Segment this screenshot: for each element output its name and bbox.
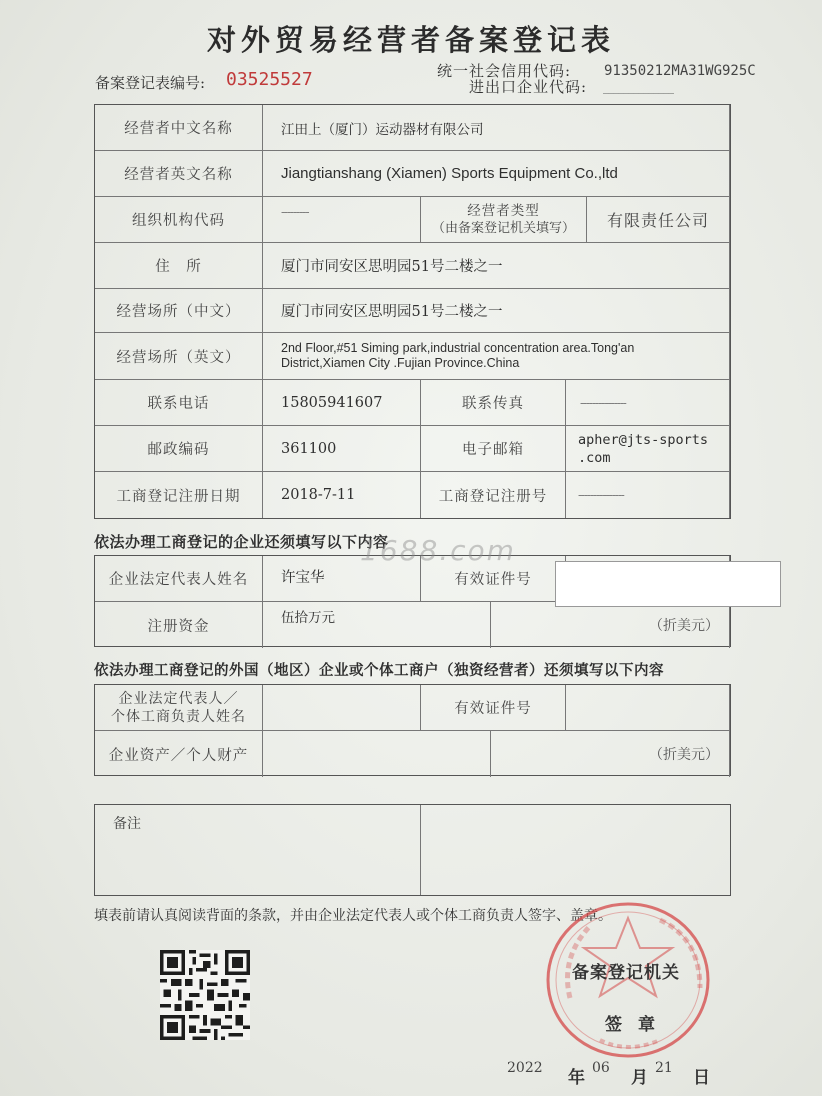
ie-code-value: ______________ (603, 80, 673, 94)
postcode-label: 邮政编码 (95, 426, 263, 472)
reg-no2-label: 工商登记注册号 (421, 472, 566, 518)
premises-en-value (263, 333, 730, 380)
email-line2: .com (578, 449, 611, 466)
fax-value: --------------- (566, 380, 730, 426)
en-name-label: 经营者英文名称 (95, 151, 263, 197)
seal-text-authority: 备案登记机关 (572, 963, 680, 983)
credit-code-value: 91350212MA31WG925C (604, 63, 756, 79)
phone-label: 联系电话 (95, 380, 263, 426)
remarks-table (94, 804, 731, 896)
main-table (94, 104, 731, 519)
capital-value: 伍拾万元 (263, 602, 491, 648)
email-value (566, 426, 730, 472)
premises-en-line1: 2nd Floor,#51 Siming park,industrial concentration area.Tong'an (281, 341, 635, 355)
id-value-2 (566, 685, 730, 731)
reg-no-label: 备案登记表编号: (95, 74, 206, 92)
section2-table (94, 684, 731, 776)
assets-value (263, 731, 491, 777)
legal-rep-value: 许宝华 (263, 556, 421, 602)
assets-usd: （折美元） (491, 731, 730, 777)
date-day: 21 (655, 1060, 673, 1076)
remarks-value (421, 805, 730, 895)
foreign-rep-label-line1: 企业法定代表人／ (118, 690, 239, 707)
operator-type-label-line2: （由备案登记机关填写） (431, 220, 575, 236)
id-label-2: 有效证件号 (421, 685, 566, 731)
org-code-label: 组织机构代码 (95, 197, 263, 243)
assets-label: 企业资产／个人财产 (95, 731, 263, 777)
date-day-unit: 日 (693, 1068, 710, 1088)
seal-text-sign: 签章 (605, 1015, 671, 1035)
remarks-label: 备注 (95, 805, 421, 895)
date-year: 2022 (507, 1060, 543, 1076)
org-code-value: --------- (263, 197, 421, 243)
premises-en-label: 经营场所（英文） (95, 333, 263, 380)
address-value: 厦门市同安区思明园51号二楼之一 (263, 243, 730, 289)
operator-type-value: 有限责任公司 (587, 197, 730, 243)
foreign-rep-label-line2: 个体工商负责人姓名 (111, 708, 246, 725)
email-line1: apher@jts-sports (578, 431, 709, 448)
date-month: 06 (592, 1060, 610, 1076)
section2-title: 依法办理工商登记的外国（地区）企业或个体工商户（独资经营者）还须填写以下内容 (94, 663, 664, 679)
date-year-unit: 年 (568, 1068, 585, 1088)
id-label-1: 有效证件号 (421, 556, 566, 602)
foreign-rep-value (263, 685, 421, 731)
capital-usd: （折美元） (491, 602, 730, 648)
section1-title: 依法办理工商登记的企业还须填写以下内容 (94, 533, 389, 551)
operator-type-label-line1: 经营者类型 (467, 202, 540, 219)
ie-code-label: 进出口企业代码: (469, 78, 588, 96)
cn-name-value: 江田上（厦门）运动器材有限公司 (263, 105, 730, 151)
capital-label: 注册资金 (95, 602, 263, 648)
foreign-rep-label (95, 685, 263, 731)
reg-no2-value: --------------- (566, 472, 730, 518)
premises-cn-value: 厦门市同安区思明园51号二楼之一 (263, 289, 730, 333)
watermark: 1688.com (360, 534, 516, 567)
fax-label: 联系传真 (421, 380, 566, 426)
reg-no-value: 03525527 (226, 69, 313, 90)
cn-name-label: 经营者中文名称 (95, 105, 263, 151)
postcode-value: 361100 (263, 426, 421, 472)
reg-date-label: 工商登记注册日期 (95, 472, 263, 518)
redaction-box (555, 561, 781, 607)
date-month-unit: 月 (631, 1068, 648, 1088)
phone-value: 15805941607 (263, 380, 421, 426)
legal-rep-label: 企业法定代表人姓名 (95, 556, 263, 602)
footer-note: 填表前请认真阅读背面的条款，并由企业法定代表人或个体工商负责人签字、盖章。 (94, 908, 612, 924)
premises-en-line2: District,Xiamen City .Fujian Province.China (281, 356, 520, 370)
reg-date-value: 2018-7-11 (263, 472, 421, 518)
operator-type-label (421, 197, 587, 243)
credit-code-label: 统一社会信用代码: (437, 62, 572, 80)
document-title: 对外贸易经营者备案登记表 (206, 23, 615, 57)
email-label: 电子邮箱 (421, 426, 566, 472)
premises-cn-label: 经营场所（中文） (95, 289, 263, 333)
qr-code (160, 950, 250, 1040)
en-name-value: Jiangtianshang (Xiamen) Sports Equipment Co.,ltd (263, 151, 730, 197)
address-label: 住 所 (95, 243, 263, 289)
